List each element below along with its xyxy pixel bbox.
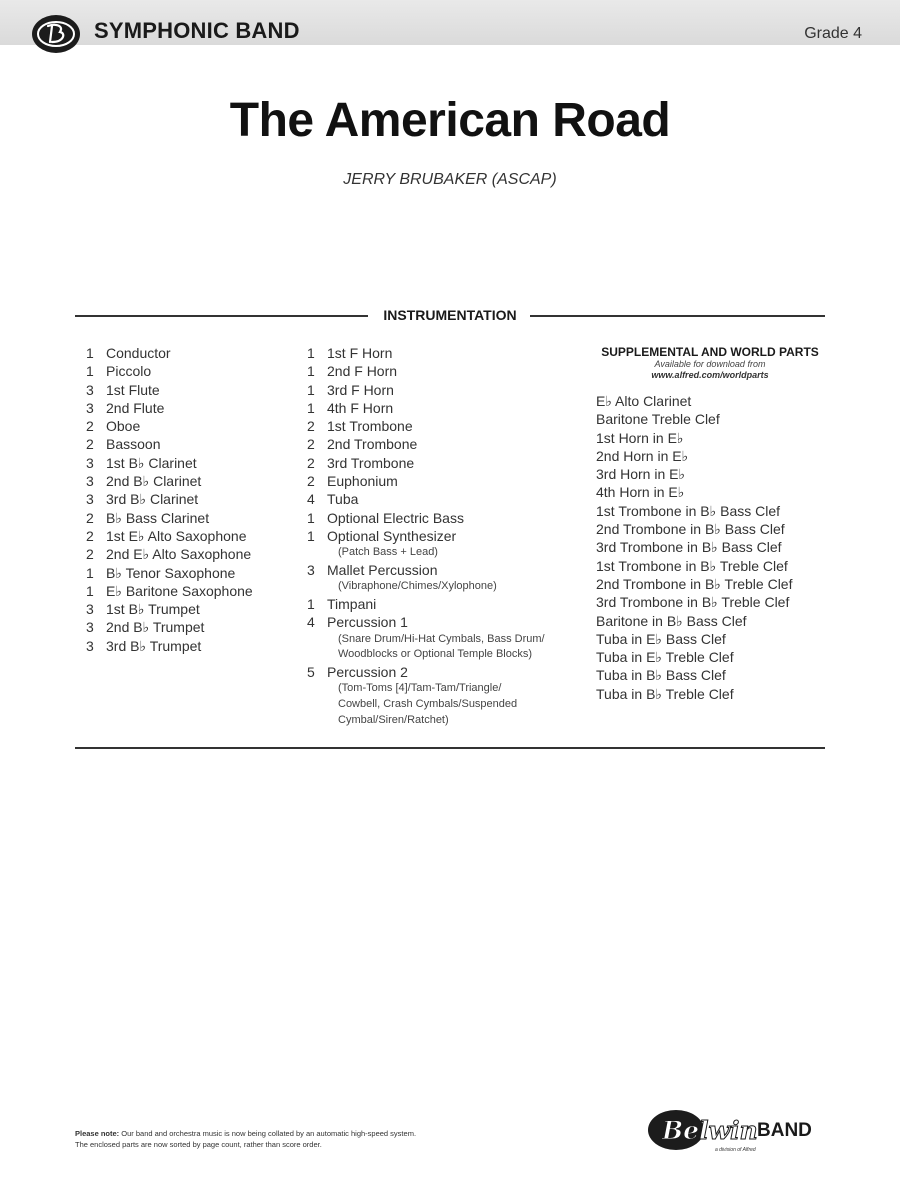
composer: JERRY BRUBAKER (ASCAP) — [343, 171, 557, 188]
instrument-quantity: 3 — [86, 619, 94, 636]
instrument-quantity: 3 — [86, 491, 94, 508]
instrument-row — [86, 527, 253, 545]
instrument-quantity: 1 — [307, 399, 315, 416]
instrument-name: 1st B♭ Trumpet — [106, 601, 200, 618]
supplemental-item: 2nd Horn in E♭ — [596, 447, 689, 464]
instrument-row — [307, 561, 545, 579]
instrument-quantity: 3 — [307, 561, 315, 578]
instrument-quantity: 5 — [307, 663, 315, 680]
instrument-row — [86, 381, 253, 399]
instrument-name: 1st B♭ Clarinet — [106, 454, 197, 471]
instrument-quantity: 1 — [86, 345, 94, 361]
publisher-logo — [648, 1110, 833, 1155]
instrument-name: 4th F Horn — [327, 399, 394, 416]
instrument-row — [307, 509, 545, 527]
instrument-row — [307, 381, 545, 399]
instrument-row — [86, 582, 253, 600]
grade-label: Grade 4 — [804, 25, 862, 42]
instrument-name: Oboe — [106, 418, 141, 435]
instrument-quantity: 2 — [307, 418, 315, 435]
instrument-name: 1st Flute — [106, 381, 160, 398]
instrument-detail: (Vibraphone/Chimes/Xylophone) — [338, 580, 497, 593]
instrument-name: 3rd B♭ Clarinet — [106, 491, 199, 508]
instrument-quantity: 2 — [86, 418, 94, 435]
supplemental-title: SUPPLEMENTAL AND WORLD PARTS — [601, 345, 819, 359]
instrument-row — [307, 417, 545, 435]
instrument-detail: (Patch Bass + Lead) — [338, 546, 438, 559]
instrument-quantity: 3 — [86, 399, 94, 416]
instrument-quantity: 1 — [307, 381, 315, 398]
instrument-name: 2nd F Horn — [327, 363, 398, 380]
instrument-name: 2nd Flute — [106, 399, 165, 416]
instrument-name: Optional Electric Bass — [327, 509, 464, 526]
instrument-quantity: 2 — [307, 436, 315, 453]
instrument-quantity: 2 — [307, 454, 315, 471]
series-title: SYMPHONIC BAND — [94, 18, 300, 43]
instrument-quantity: 2 — [86, 546, 94, 563]
instrument-quantity: 3 — [86, 601, 94, 618]
supplemental-item: 2nd Trombone in B♭ Treble Clef — [596, 575, 793, 592]
instrument-quantity: 3 — [86, 473, 94, 490]
instrument-quantity: 1 — [307, 527, 315, 544]
publisher-division: a division of Alfred — [715, 1147, 756, 1153]
instrument-quantity: 1 — [86, 363, 94, 380]
footer-note-line-1: Our band and orchestra music is now being collated by an automatic high-speed system. — [121, 1129, 417, 1138]
instrument-row — [307, 613, 545, 631]
instrument-name: 1st Trombone — [327, 418, 413, 435]
instrument-row — [307, 595, 545, 613]
instrument-row — [307, 362, 545, 380]
instrument-quantity: 2 — [86, 436, 94, 453]
instrument-row — [307, 435, 545, 453]
instrument-row — [86, 509, 253, 527]
instrument-name: 3rd B♭ Trumpet — [106, 637, 202, 654]
instrument-quantity: 2 — [307, 473, 315, 490]
instrument-name: Timpani — [327, 595, 377, 612]
supplemental-item: 3rd Horn in E♭ — [596, 466, 686, 483]
instrument-quantity: 3 — [86, 381, 94, 398]
supplemental-parts — [596, 345, 824, 703]
instrument-row — [86, 637, 253, 655]
instrument-detail: (Snare Drum/Hi-Hat Cymbals, Bass Drum/ — [338, 632, 545, 645]
heading-rule-right — [530, 315, 825, 317]
supplemental-item: 1st Horn in E♭ — [596, 429, 684, 446]
page-title: The American Road — [229, 94, 671, 147]
instrument-row — [307, 472, 545, 490]
instrument-detail: Cowbell, Crash Cymbals/Suspended — [338, 697, 518, 710]
instrument-row — [86, 472, 253, 490]
instrument-column-1 — [86, 344, 253, 655]
instrument-quantity: 3 — [86, 637, 94, 654]
instrument-row — [86, 435, 253, 453]
supplemental-item: 3rd Trombone in B♭ Treble Clef — [596, 594, 790, 611]
instrument-row — [86, 362, 253, 380]
instrument-quantity: 1 — [86, 564, 94, 581]
instrument-row — [307, 344, 545, 362]
footer-note — [75, 1128, 416, 1150]
supplemental-list — [596, 392, 824, 703]
supplemental-item: Tuba in B♭ Bass Clef — [596, 667, 726, 684]
instrument-detail: Cymbal/Siren/Ratchet) — [338, 713, 449, 726]
instrument-name: 3rd F Horn — [327, 381, 394, 398]
supplemental-item: Baritone in B♭ Bass Clef — [596, 612, 747, 629]
instrument-name: 2nd B♭ Clarinet — [106, 473, 202, 490]
publisher-suffix: BAND — [757, 1120, 812, 1141]
instrument-row — [86, 399, 253, 417]
instrument-quantity: 2 — [86, 509, 94, 526]
instrument-row — [86, 618, 253, 636]
instrument-name: 3rd Trombone — [327, 454, 415, 471]
instrument-row — [307, 454, 545, 472]
instrument-name: Mallet Percussion — [327, 561, 438, 578]
supplemental-item: Tuba in E♭ Bass Clef — [596, 630, 726, 647]
instrument-name: 2nd Trombone — [327, 436, 418, 453]
instrument-row — [86, 600, 253, 618]
instrument-row — [307, 399, 545, 417]
instrument-name: E♭ Baritone Saxophone — [106, 582, 253, 599]
bottom-rule — [75, 747, 825, 749]
instrument-quantity: 1 — [307, 345, 315, 361]
instrument-row — [307, 490, 545, 508]
instrument-name: Bassoon — [106, 436, 161, 453]
instrument-quantity: 2 — [86, 527, 94, 544]
instrument-name: Tuba — [327, 491, 359, 508]
section-heading: INSTRUMENTATION — [383, 307, 517, 323]
belwin-logo-icon — [32, 15, 80, 53]
footer-note-line-2: The enclosed parts are now sorted by page count, rather than score order. — [75, 1140, 322, 1149]
instrument-row — [86, 417, 253, 435]
supplemental-item: Baritone Treble Clef — [596, 411, 720, 428]
instrument-detail: (Tom-Toms [4]/Tam-Tam/Triangle/ — [338, 682, 502, 695]
instrument-name: 2nd E♭ Alto Saxophone — [106, 546, 252, 563]
instrument-name: Conductor — [106, 345, 171, 361]
instrument-row — [86, 344, 253, 362]
supplemental-url[interactable]: www.alfred.com/worldparts — [651, 370, 769, 380]
instrument-detail: Woodblocks or Optional Temple Blocks) — [338, 648, 533, 661]
instrument-quantity: 4 — [307, 614, 315, 631]
instrument-name: Percussion 1 — [327, 614, 408, 631]
supplemental-note: Available for download from — [654, 359, 766, 369]
instrument-quantity: 1 — [307, 595, 315, 612]
instrument-name: B♭ Tenor Saxophone — [106, 564, 236, 581]
publisher-name: Belwin — [662, 1116, 758, 1145]
instrument-name: 2nd B♭ Trumpet — [106, 619, 205, 636]
instrument-name: Optional Synthesizer — [327, 527, 457, 544]
instrument-name: B♭ Bass Clarinet — [106, 509, 210, 526]
instrument-quantity: 3 — [86, 454, 94, 471]
supplemental-item: Tuba in E♭ Treble Clef — [596, 649, 734, 666]
footer-note-label: Please note: — [75, 1129, 120, 1138]
instrument-quantity: 1 — [307, 509, 315, 526]
supplemental-item: 2nd Trombone in B♭ Bass Clef — [596, 521, 785, 538]
instrument-row — [307, 527, 545, 545]
supplemental-item: 4th Horn in E♭ — [596, 484, 685, 501]
instrument-row — [307, 663, 545, 681]
instrument-column-2 — [307, 344, 545, 728]
instrument-row — [86, 454, 253, 472]
instrument-quantity: 1 — [307, 363, 315, 380]
instrument-quantity: 4 — [307, 491, 315, 508]
instrument-row — [86, 490, 253, 508]
instrument-name: Percussion 2 — [327, 663, 408, 680]
supplemental-item: E♭ Alto Clarinet — [596, 393, 692, 409]
supplemental-item: Tuba in B♭ Treble Clef — [596, 685, 734, 702]
instrument-name: Euphonium — [327, 473, 398, 490]
instrument-quantity: 1 — [86, 582, 94, 599]
instrument-name: 1st F Horn — [327, 345, 393, 361]
instrument-row — [86, 564, 253, 582]
instrument-row — [86, 545, 253, 563]
instrument-name: 1st E♭ Alto Saxophone — [106, 527, 247, 544]
supplemental-item: 3rd Trombone in B♭ Bass Clef — [596, 539, 782, 556]
supplemental-item: 1st Trombone in B♭ Treble Clef — [596, 557, 788, 574]
instrument-name: Piccolo — [106, 363, 152, 380]
supplemental-item: 1st Trombone in B♭ Bass Clef — [596, 502, 781, 519]
